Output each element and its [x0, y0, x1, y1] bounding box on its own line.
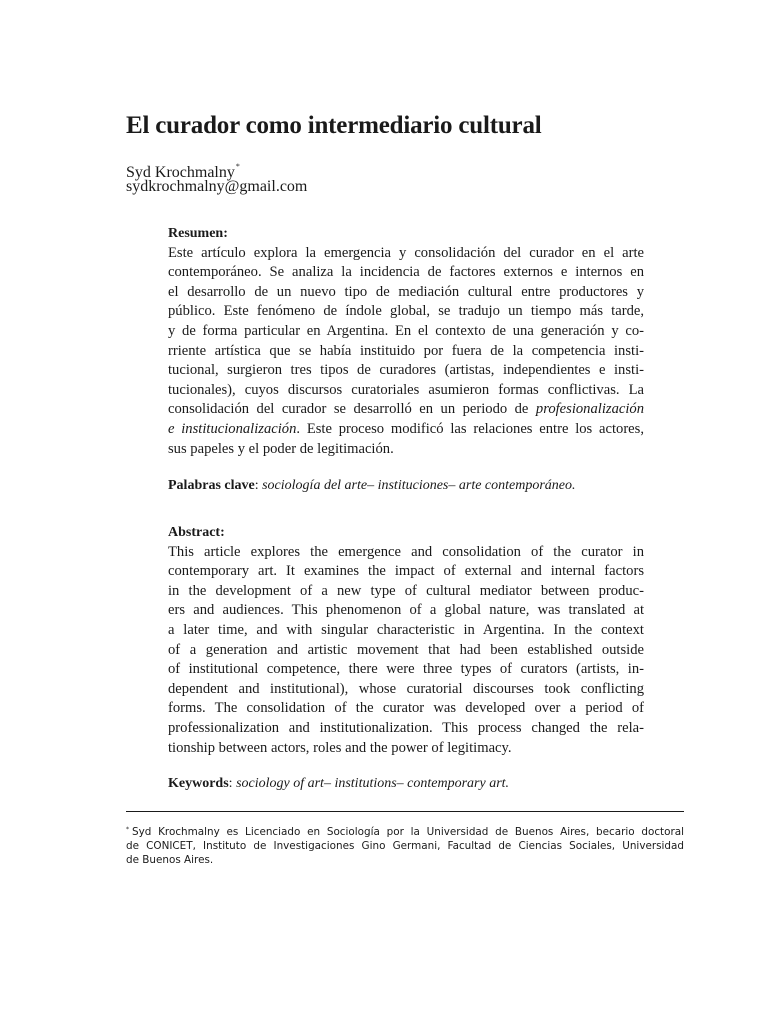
- abstract-line: of a generation and artistic movement that had been established outside: [168, 641, 644, 658]
- keywords-en-separator: :: [228, 776, 237, 791]
- abstract-line: a later time, and with singular characteristic in Argentina. In the context: [168, 621, 644, 638]
- keywords-es-separator: :: [254, 478, 263, 493]
- resumen-line: el desarrollo de un nuevo tipo de mediación cultural entre productores y: [168, 283, 644, 300]
- keywords-en: [168, 774, 644, 794]
- abstract-section: [168, 523, 644, 758]
- keywords-es: [168, 476, 644, 496]
- abstract-line: tionship between actors, roles and the power of legitimacy.: [168, 739, 512, 756]
- resumen-line: tucionales), cuyos discursos curatoriales asumieron formas conflictivas. La: [168, 381, 644, 398]
- abstract-line: of institutional competence, there were three types of curators (artists, in-: [168, 661, 644, 678]
- resumen-line: público. Este fenómeno de índole global, se tradujo un tiempo más tarde,: [168, 303, 644, 320]
- footnote-line: de CONICET, Instituto de Investigaciones Gino Germani, Facultad de Ciencias Sociales, Universidad: [126, 840, 684, 852]
- resumen-line: [168, 400, 644, 420]
- resumen-section: [168, 224, 644, 459]
- resumen-line: rriente artística que se había instituido por fuera de la competencia insti-: [168, 342, 644, 359]
- resumen-emphasis: profesionalización: [535, 401, 644, 418]
- abstract-heading: Abstract:: [168, 525, 225, 540]
- resumen-text: . Este proceso modificó las relaciones entre los actores,: [296, 420, 644, 437]
- abstract-line: forms. The consolidation of the curator was developed over a period of: [168, 700, 644, 717]
- keywords-en-label: Keywords: [168, 776, 229, 791]
- resumen-line: [168, 420, 644, 440]
- resumen-line: tucional, surgieron tres tipos de curadores (artistas, independientes e insti-: [168, 362, 644, 379]
- keywords-es-label: Palabras clave: [168, 478, 255, 493]
- keywords-es-terms: sociología del arte– instituciones– arte contemporáneo.: [262, 478, 576, 493]
- footnote-line: de Buenos Aires.: [126, 854, 214, 866]
- resumen-emphasis: e institucionalización: [168, 420, 297, 437]
- author-email: sydkrochmalny@gmail.com: [126, 178, 308, 195]
- keywords-en-terms: sociology of art– institutions– contemporary art.: [236, 776, 510, 791]
- footnote-text: Syd Krochmalny es Licenciado en Sociología por la Universidad de Buenos Aires, becario doctoral: [132, 826, 684, 838]
- abstract-line: in the development of a new type of cultural mediator between produc-: [168, 582, 644, 599]
- abstract-line: This article explores the emergence and consolidation of the curator in: [168, 543, 644, 560]
- footnote-mark: *: [126, 826, 129, 833]
- resumen-line: sus papeles y el poder de legitimación.: [168, 440, 394, 457]
- author-name-text: Syd Krochmalny: [126, 164, 235, 181]
- abstract-line: professionalization and institutionalization. This process changed the rela-: [168, 719, 644, 736]
- resumen-line: y de forma particular en Argentina. En el contexto de una generación y co-: [168, 322, 644, 339]
- resumen-line: Este artículo explora la emergencia y consolidación del curador en el arte: [168, 244, 644, 261]
- footnote-divider: [126, 811, 684, 812]
- author-footnote-mark: *: [235, 162, 240, 171]
- abstract-line: dependent and institutional), whose curatorial discourses took conflicting: [168, 680, 644, 697]
- article-title: El curador como intermediario cultural: [126, 112, 542, 139]
- resumen-line: contemporáneo. Se analiza la incidencia de factores externos e internos en: [168, 264, 644, 281]
- resumen-text: consolidación del curador se desarrolló en un periodo de: [168, 401, 536, 418]
- resumen-heading: Resumen:: [168, 226, 228, 241]
- abstract-line: ers and audiences. This phenomenon of a global nature, was translated at: [168, 602, 644, 619]
- footnote: [126, 823, 684, 867]
- footnote-line: [126, 823, 684, 839]
- abstract-line: contemporary art. It examines the impact of external and internal factors: [168, 563, 644, 580]
